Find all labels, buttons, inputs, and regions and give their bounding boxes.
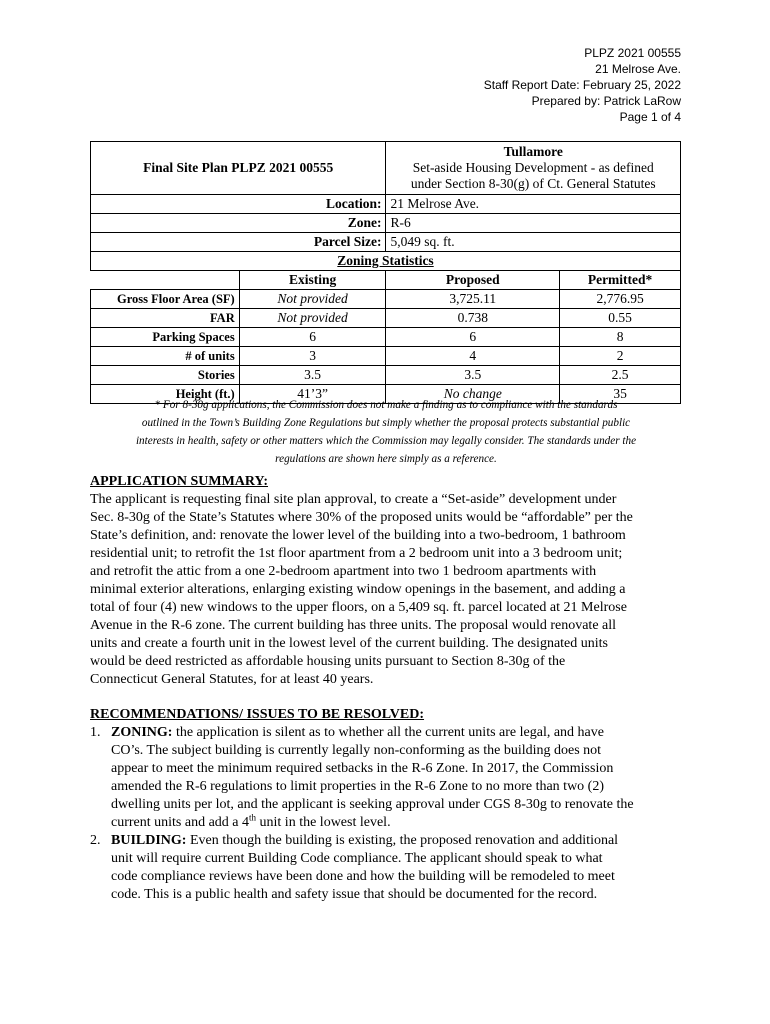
summary-line: Avenue in the R-6 zone. The current building has three units. The proposal would renovate all	[90, 618, 617, 633]
recommendations-list	[90, 724, 682, 904]
proposed-value: 4	[386, 347, 560, 366]
summary-line: The applicant is requesting final site plan approval, to create a “Set-aside” development under	[90, 492, 617, 507]
table-row	[91, 347, 681, 366]
table-row	[91, 328, 681, 347]
page-number: Page 1 of 4	[619, 110, 681, 124]
item-title: ZONING:	[111, 725, 173, 740]
title-row	[91, 142, 681, 195]
proposed-value: 3.5	[386, 366, 560, 385]
table-row	[91, 290, 681, 309]
item-number: 1.	[90, 725, 101, 740]
proposed-value: 0.738	[386, 309, 560, 328]
location-value: 21 Melrose Ave.	[386, 195, 681, 214]
item-title: BUILDING:	[111, 833, 187, 848]
row-label: Parking Spaces	[91, 328, 240, 347]
plan-title: Final Site Plan PLPZ 2021 00555	[91, 142, 386, 195]
zoning-statistics-title: Zoning Statistics	[91, 252, 681, 271]
list-item	[90, 724, 682, 832]
project-name: Tullamore	[503, 144, 563, 159]
summary-line: Connecticut General Statutes, for at least 40 years.	[90, 672, 374, 687]
proposed-value: No change	[386, 385, 560, 404]
parcel-value: 5,049 sq. ft.	[386, 233, 681, 252]
footnote-line: regulations are shown here simply as a reference.	[275, 453, 497, 465]
row-label: FAR	[91, 309, 240, 328]
proposed-value: 3,725.11	[386, 290, 560, 309]
table-row	[91, 366, 681, 385]
report-date: Staff Report Date: February 25, 2022	[483, 78, 681, 92]
summary-line: would be deed restricted as affordable housing units pursuant to Section 8-30g of the	[90, 654, 566, 669]
footnote-line: * For 8-30g applications, the Commission does not make a finding as to compliance with the standards	[154, 399, 618, 411]
case-number: PLPZ 2021 00555	[584, 46, 681, 60]
item-text: current units and add a 4	[111, 815, 250, 830]
permitted-value: 2	[560, 347, 681, 366]
existing-value: 6	[239, 328, 386, 347]
item-number: 2.	[90, 833, 101, 848]
project-desc-line2: under Section 8-30(g) of Ct. General Statutes	[410, 176, 656, 191]
summary-line: and retrofit the attic from a one 2-bedroom apartment into two 1 bedroom apartments with	[90, 564, 597, 579]
item-line: code compliance reviews have been done and how the building will be remodeled to meet	[111, 869, 615, 884]
row-label: Stories	[91, 366, 240, 385]
table-footnote	[92, 396, 680, 468]
existing-value: Not provided	[239, 309, 386, 328]
item-line	[111, 814, 682, 832]
parcel-row	[91, 233, 681, 252]
table-row	[91, 309, 681, 328]
row-label: Height (ft.)	[91, 385, 240, 404]
row-label: Gross Floor Area (SF)	[91, 290, 240, 309]
existing-value: 41’3”	[239, 385, 386, 404]
zone-row	[91, 214, 681, 233]
zone-value: R-6	[386, 214, 681, 233]
column-proposed: Proposed	[386, 271, 560, 290]
permitted-value: 2,776.95	[560, 290, 681, 309]
list-item	[90, 832, 682, 904]
summary-line: minimal exterior alterations, enlarging existing window openings in the basement, and adding a	[90, 582, 626, 597]
summary-line: total of four (4) new windows to the upper floors, on a 5,409 sq. ft. parcel located at 21 Melrose	[90, 600, 627, 615]
column-permitted: Permitted*	[560, 271, 681, 290]
project-description	[386, 142, 681, 195]
item-line: dwelling units per lot, and the applicant is seeking approval under CGS 8-30g to renovate the	[111, 797, 634, 812]
location-row	[91, 195, 681, 214]
permitted-value: 8	[560, 328, 681, 347]
summary-line: units and create a fourth unit in the lowest level of the current building. The designated units	[90, 636, 608, 651]
column-existing: Existing	[239, 271, 386, 290]
summary-line: State’s definition, and: renovate the lower level of the building into a two-bedroom, 1 bathroom	[90, 528, 626, 543]
permitted-value: 35	[560, 385, 681, 404]
stats-header-row	[91, 271, 681, 290]
item-text: Even though the building is existing, the proposed renovation and additional	[186, 833, 619, 848]
existing-value: Not provided	[239, 290, 386, 309]
permitted-value: 2.5	[560, 366, 681, 385]
row-label: # of units	[91, 347, 240, 366]
item-line: amended the R-6 regulations to limit properties in the R-6 Zone to no more than two (2)	[111, 779, 605, 794]
item-text: unit in the lowest level.	[256, 815, 391, 830]
parcel-label: Parcel Size:	[91, 233, 386, 252]
site-plan-table	[90, 141, 681, 404]
recommendations	[90, 706, 682, 904]
item-line: code. This is a public health and safety issue that should be documented for the record.	[111, 887, 598, 902]
footnote-line: interests in health, safety or other matters which the Commission may legally consider. The standards under the	[135, 435, 637, 447]
summary-line: Sec. 8-30g of the State’s Statutes where 30% of the proposed units would be “affordable” per the	[90, 510, 633, 525]
report-header	[484, 45, 681, 125]
existing-value: 3	[239, 347, 386, 366]
footnote-line: outlined in the Town’s Building Zone Regulations but simply whether the proposal protects substantial public	[141, 417, 631, 429]
prepared-by: Prepared by: Patrick LaRow	[531, 94, 681, 108]
item-line: unit will require current Building Code compliance. The applicant should speak to what	[111, 851, 603, 866]
header-address: 21 Melrose Ave.	[595, 62, 681, 76]
item-line: CO’s. The subject building is currently legally non-conforming as the building does not	[111, 743, 602, 758]
stats-title-row	[91, 252, 681, 271]
item-text: the application is silent as to whether all the current units are legal, and have	[172, 725, 604, 740]
empty-header-cell	[91, 271, 240, 290]
summary-line: residential unit; to retrofit the 1st floor apartment from a 2 bedroom unit into a 3 bedroom unit;	[90, 546, 623, 561]
recommendations-heading: RECOMMENDATIONS/ ISSUES TO BE RESOLVED:	[90, 707, 425, 722]
application-summary	[90, 473, 682, 689]
summary-body	[90, 491, 682, 689]
permitted-value: 0.55	[560, 309, 681, 328]
summary-heading: APPLICATION SUMMARY:	[90, 474, 269, 489]
proposed-value: 6	[386, 328, 560, 347]
project-desc-line1: Set-aside Housing Development - as defined	[412, 160, 654, 175]
item-line: appear to meet the minimum required setbacks in the R-6 Zone. In 2017, the Commission	[111, 761, 614, 776]
existing-value: 3.5	[239, 366, 386, 385]
location-label: Location:	[91, 195, 386, 214]
zone-label: Zone:	[91, 214, 386, 233]
superscript: th	[249, 812, 257, 823]
